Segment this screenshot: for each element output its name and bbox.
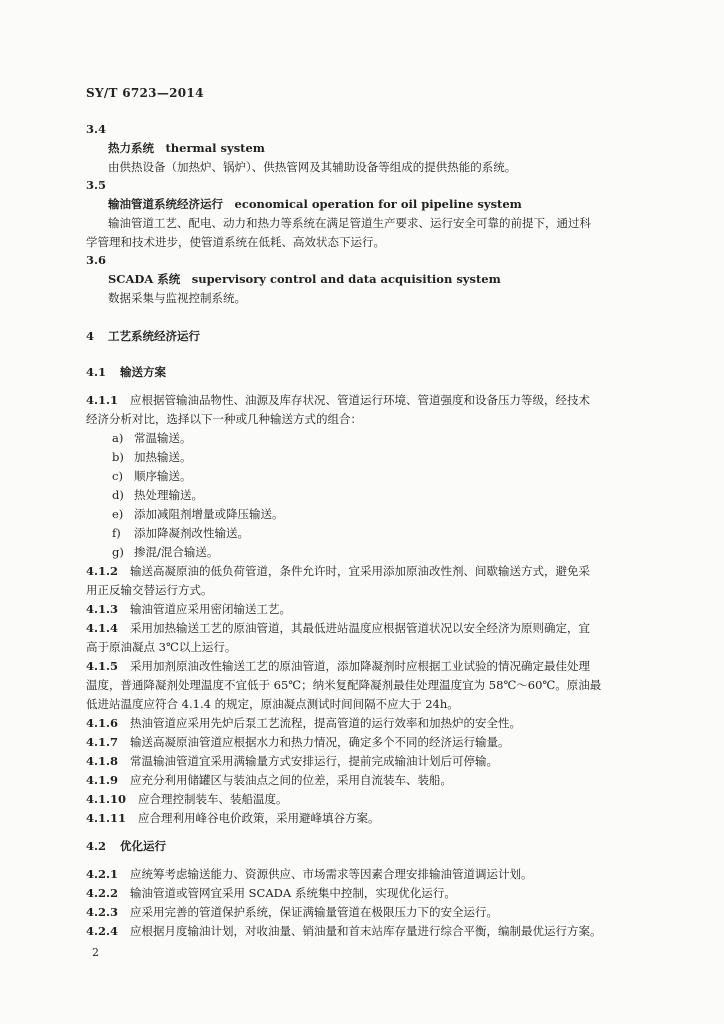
list-marker: g) — [112, 545, 124, 559]
list-item — [112, 526, 249, 541]
subsection-title: 优化运行 — [120, 839, 167, 853]
clause — [86, 811, 380, 826]
clause-text: 经济分析对比，选择以下一种或几种输送方式的组合： — [86, 412, 362, 426]
clause — [86, 659, 590, 674]
clause — [86, 564, 590, 579]
list-item — [112, 431, 192, 446]
list-marker: b) — [112, 450, 124, 464]
term-title: 热力系统 thermal system — [108, 141, 265, 155]
clause-number: 4.1.8 — [86, 754, 119, 768]
clause-text: 输送高凝原油的低负荷管道，条件允许时，宜采用添加原油改性剂、间歇输送方式，避免采 — [130, 564, 590, 578]
section-title: 工艺系统经济运行 — [108, 329, 201, 343]
term-number: 3.5 — [86, 178, 107, 192]
term-definition: 数据采集与监视控制系统。 — [108, 291, 246, 305]
clause-text: 应合理利用峰谷电价政策，采用避峰填谷方案。 — [138, 811, 380, 825]
clause-text: 温度，普通降凝剂处理温度不宜低于 65℃；纳米复配降凝剂最佳处理温度宜为 58℃～60℃。原油最 — [86, 678, 602, 692]
clause-text: 应采用完善的管道保护系统，保证满输量管道在极限压力下的安全运行。 — [130, 905, 498, 919]
term-definition: 由供热设备（加热炉、锅炉）、供热管网及其辅助设备等组成的提供热能的系统。 — [108, 160, 517, 174]
clause — [86, 886, 456, 901]
clause — [86, 924, 602, 939]
clause-text: 用正反输交替运行方式。 — [86, 583, 213, 597]
list-marker: a) — [112, 431, 124, 445]
clause-number: 4.1.9 — [86, 773, 119, 787]
list-text: 热处理输送。 — [134, 488, 203, 502]
list-item — [112, 488, 203, 503]
list-item — [112, 507, 284, 522]
clause-text: 应合理控制装车、装船温度。 — [138, 792, 288, 806]
subsection-heading — [86, 365, 166, 380]
clause-text: 输油管道或管网宜采用 SCADA 系统集中控制，实现优化运行。 — [130, 886, 456, 900]
clause-text: 应根据月度输油计划，对收油量、销油量和首末站库存量进行综合平衡，编制最优运行方案。 — [130, 924, 602, 938]
term-definition: 学管理和技术进步，使管道系统在低耗、高效状态下运行。 — [86, 235, 385, 249]
clause-text: 常温输油管道宜采用满输量方式安排运行，提前完成输油计划后可停输。 — [130, 754, 498, 768]
clause-text: 采用加剂原油改性输送工艺的原油管道，添加降凝剂时应根据工业试验的情况确定最佳处理 — [130, 659, 590, 673]
clause-text: 高于原油凝点 3℃以上运行。 — [86, 640, 237, 654]
clause-text: 输油管道应采用密闭输送工艺。 — [130, 602, 291, 616]
subsection-heading — [86, 839, 166, 854]
list-marker: c) — [112, 469, 123, 483]
clause — [86, 621, 590, 636]
term-title: SCADA 系统 supervisory control and data acquisition system — [108, 272, 501, 286]
list-text: 添加减阻剂增量或降压输送。 — [134, 507, 284, 521]
clause-number: 4.1.11 — [86, 811, 127, 825]
term-title: 输油管道系统经济运行 economical operation for oil pipeline system — [108, 197, 522, 211]
clause — [86, 792, 288, 807]
list-text: 添加降凝剂改性输送。 — [134, 526, 249, 540]
clause-text: 热油管道应采用先炉后泵工艺流程，提高管道的运行效率和加热炉的安全性。 — [130, 716, 521, 730]
list-text: 加热输送。 — [134, 450, 192, 464]
clause-text: 应根据管输油品物性、油源及库存状况、管道运行环境、管道强度和设备压力等级，经技术 — [130, 393, 590, 407]
term-number: 3.4 — [86, 122, 107, 136]
subsection-title: 输送方案 — [120, 365, 167, 379]
clause — [86, 602, 291, 617]
clause-text: 应统筹考虑输送能力、资源供应、市场需求等因素合理安排输油管道调运计划。 — [130, 867, 533, 881]
clause-number: 4.1.3 — [86, 602, 119, 616]
term-definition: 输油管道工艺、配电、动力和热力等系统在满足管道生产要求、运行安全可靠的前提下，通过科 — [108, 216, 591, 230]
list-item — [112, 545, 218, 560]
clause-number: 4.2.1 — [86, 867, 119, 881]
clause-number: 4.2.2 — [86, 886, 119, 900]
clause-number: 4.1.10 — [86, 792, 127, 806]
subsection-number: 4.1 — [86, 365, 107, 379]
standard-code-header: SY/T 6723—2014 — [86, 86, 204, 100]
list-text: 常温输送。 — [134, 431, 192, 445]
clause — [86, 393, 590, 408]
clause-text: 低进站温度应符合 4.1.4 的规定，原油凝点测试时间间隔不应大于 24h。 — [86, 697, 459, 711]
clause-number: 4.2.4 — [86, 924, 119, 938]
page-number: 2 — [92, 946, 99, 959]
clause — [86, 867, 533, 882]
clause-number: 4.1.7 — [86, 735, 119, 749]
clause — [86, 716, 521, 731]
list-marker: d) — [112, 488, 124, 502]
list-text: 掺混/混合输送。 — [134, 545, 219, 559]
clause-number: 4.2.3 — [86, 905, 119, 919]
list-marker: f) — [112, 526, 121, 540]
term-number: 3.6 — [86, 253, 107, 267]
list-marker: e) — [112, 507, 124, 521]
list-text: 顺序输送。 — [134, 469, 192, 483]
list-item — [112, 450, 192, 465]
clause-number: 4.1.5 — [86, 659, 119, 673]
clause-text: 输送高凝原油管道应根据水力和热力情况，确定多个不同的经济运行输量。 — [130, 735, 510, 749]
section-number: 4 — [86, 329, 95, 343]
list-item — [112, 469, 192, 484]
clause — [86, 773, 452, 788]
clause-number: 4.1.4 — [86, 621, 119, 635]
subsection-number: 4.2 — [86, 839, 107, 853]
clause-text: 采用加热输送工艺的原油管道，其最低进站温度应根据管道状况以安全经济为原则确定，宜 — [130, 621, 590, 635]
clause — [86, 735, 510, 750]
clause-number: 4.1.6 — [86, 716, 119, 730]
clause — [86, 905, 498, 920]
clause-text: 应充分利用储罐区与装油点之间的位差，采用自流装车、装船。 — [130, 773, 452, 787]
clause — [86, 754, 498, 769]
clause-number: 4.1.1 — [86, 393, 119, 407]
section-heading — [86, 329, 200, 344]
clause-number: 4.1.2 — [86, 564, 119, 578]
